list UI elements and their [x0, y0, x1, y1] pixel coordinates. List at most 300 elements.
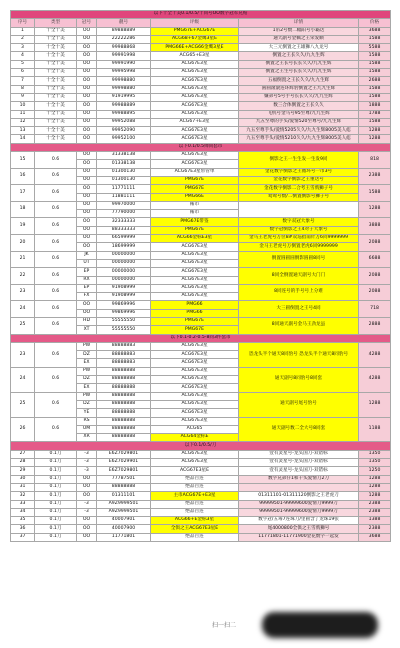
- table-cell: 99869996: [97, 301, 151, 309]
- table-cell: 九五至尊手头/爱情5205久久/九九生辉8005美人痣: [239, 127, 359, 135]
- footer-text: 扫一扫二: [212, 622, 237, 629]
- column-header: 价格: [359, 19, 391, 27]
- table-cell: 十全十美: [35, 60, 77, 68]
- table-cell: 19: [11, 218, 35, 235]
- table-cell: 十全十美: [35, 118, 77, 126]
- table-cell: PMG67E: [151, 326, 239, 334]
- table-cell: 十全十美: [35, 110, 77, 118]
- table-cell: 66599999: [97, 235, 151, 243]
- table-row: [11, 251, 391, 259]
- table-cell: 1吊2号数二幅阳号小霸达: [239, 27, 359, 35]
- table-row: [11, 218, 391, 226]
- table-row: [11, 69, 391, 77]
- table-cell: ACG67E3星: [151, 160, 239, 168]
- table-cell: 1: [11, 27, 35, 35]
- table-cell: 倒置之王长号长长久久/九九生辉: [239, 60, 359, 68]
- table-cell: 91919995: [97, 93, 151, 101]
- table-cell: ACG67E3星: [151, 459, 239, 467]
- table-cell: 1350: [359, 459, 391, 467]
- table-cell: ACG67E3星: [151, 251, 239, 259]
- table-cell: -3: [77, 459, 97, 467]
- table-cell: PW: [77, 392, 97, 400]
- table-row: [11, 459, 391, 467]
- table-cell: 1288: [359, 475, 391, 483]
- table-cell: 0.6: [35, 235, 77, 252]
- table-cell: 01311101-01311120倒影之王老虎刀: [239, 492, 359, 500]
- table-cell: OO: [77, 193, 97, 201]
- table-cell: ACG66+E金标3星: [151, 517, 239, 525]
- table-cell: 十全十美: [35, 85, 77, 93]
- table-cell: 0.6: [35, 201, 77, 218]
- section-row: [11, 334, 391, 342]
- table-cell: 99952090: [97, 127, 151, 135]
- table-cell: ACG67E3星: [151, 77, 239, 85]
- table-cell: 1288: [359, 392, 391, 417]
- table-cell: 3888: [359, 218, 391, 235]
- table-cell: 33: [11, 500, 35, 508]
- table-cell: OO: [77, 102, 97, 110]
- table-cell: 24: [11, 301, 35, 318]
- table-cell: 数字双冠大象号: [239, 218, 359, 226]
- table-cell: 35: [11, 517, 35, 525]
- table-cell: ACG67+E3星: [151, 118, 239, 126]
- table-cell: 20: [11, 235, 35, 252]
- table-cell: OO: [77, 533, 97, 541]
- section-row: [11, 442, 391, 450]
- table-cell: OO: [77, 243, 97, 251]
- table-cell: 0.1刀: [35, 508, 77, 516]
- table-cell: ACG67E3星: [151, 376, 239, 384]
- table-row: [11, 317, 391, 325]
- table-cell: 金花数字倒影二合考王雪鸦狮子号: [239, 185, 359, 193]
- table-cell: 22222286: [97, 35, 151, 43]
- table-cell: 绝品百连: [151, 533, 239, 541]
- table-cell: -3: [77, 450, 97, 458]
- table-row: [11, 342, 391, 350]
- table-cell: OO: [77, 77, 97, 85]
- table-cell: ACG67E3星: [151, 102, 239, 110]
- table-cell: 2688: [359, 77, 391, 85]
- table-cell: ACG67E3星: [151, 93, 239, 101]
- table-cell: ACG65+E3星: [151, 52, 239, 60]
- table-cell: 26: [11, 417, 35, 442]
- table-cell: 0.6: [35, 185, 77, 202]
- table-cell: 17: [11, 185, 35, 202]
- table-cell: PMG66: [151, 309, 239, 317]
- table-cell: 通天副号金佩之王荣发顺: [239, 35, 359, 43]
- table-cell: 2388: [359, 508, 391, 516]
- table-cell: 1288: [359, 492, 391, 500]
- table-cell: 1288: [359, 483, 391, 491]
- table-cell: RX: [77, 276, 97, 284]
- table-row: [11, 52, 391, 60]
- table-cell: 0.1刀: [35, 525, 77, 533]
- table-cell: OO: [77, 110, 97, 118]
- table-cell: 99970000: [97, 201, 151, 209]
- table-cell: 88888888: [97, 376, 151, 384]
- table-cell: 绝品百连: [151, 500, 239, 508]
- table-cell: 2388: [359, 525, 391, 533]
- header-row: [11, 19, 391, 27]
- table-row: [11, 118, 391, 126]
- table-cell: 0.1刀: [35, 500, 77, 508]
- table-row: [11, 110, 391, 118]
- table-cell: OO: [77, 475, 97, 483]
- table-cell: 0.1刀: [35, 483, 77, 491]
- column-header: 详情: [239, 19, 359, 27]
- table-cell: 0.1刀: [35, 450, 77, 458]
- table-cell: ACG67E3星: [151, 127, 239, 135]
- table-cell: 0.6: [35, 417, 77, 442]
- table-row: [11, 517, 391, 525]
- table-cell: ACG67E3星E: [151, 467, 239, 475]
- table-cell: ACG67E3星: [151, 351, 239, 359]
- table-cell: 11881111: [97, 193, 151, 201]
- table-cell: HD: [77, 317, 97, 325]
- table-cell: 金马王老虎号万倒置老虎6同9999999: [239, 243, 359, 251]
- table-cell: OO: [77, 35, 97, 43]
- table-cell: 18: [11, 201, 35, 218]
- table-cell: 99991990: [97, 60, 151, 68]
- table-cell: ACG67E3星: [151, 293, 239, 301]
- table-cell: 1288: [359, 127, 391, 135]
- table-cell: 1588: [359, 185, 391, 202]
- table-cell: 稀币: [151, 201, 239, 209]
- table-row: [11, 525, 391, 533]
- table-cell: DZ: [77, 400, 97, 408]
- table-cell: 0.6: [35, 317, 77, 334]
- table-cell: 0.1刀: [35, 533, 77, 541]
- table-cell: 32333333: [97, 218, 151, 226]
- table-cell: 88888883: [97, 351, 151, 359]
- table-cell: 55555550: [97, 317, 151, 325]
- table-cell: 8同通天副号金马王劲龙虽: [239, 317, 359, 334]
- table-cell: OO: [77, 517, 97, 525]
- table-cell: 11771801-11771900金花数字一起发: [239, 533, 359, 541]
- table-cell: PMG67E: [151, 185, 239, 193]
- table-cell: DZ: [77, 376, 97, 384]
- table-cell: 尾4000800全俱之王雪鸦狮号: [239, 525, 359, 533]
- table-cell: 31: [11, 483, 35, 491]
- column-header: 靓号: [97, 19, 151, 27]
- table-cell: 1350: [359, 450, 391, 458]
- table-cell: 3: [11, 44, 35, 52]
- table-cell: 00000000: [97, 259, 151, 267]
- table-cell: 34: [11, 508, 35, 516]
- table-cell: 99988889: [97, 102, 151, 110]
- table-cell: 25: [11, 392, 35, 417]
- table-cell: OO: [77, 135, 97, 143]
- table-cell: ACG67E3星: [151, 268, 239, 276]
- table-cell: 1388: [359, 517, 391, 525]
- table-cell: OO: [77, 218, 97, 226]
- table-row: [11, 235, 391, 243]
- table-cell: 以下0.1/0.5/刀: [11, 442, 391, 450]
- table-cell: 8: [11, 85, 35, 93]
- table-cell: 4288: [359, 367, 391, 392]
- table-row: [11, 135, 391, 143]
- table-cell: 91908999: [97, 284, 151, 292]
- table-cell: 数字冠/五毒7连珠刀/里圆含了龙珠19张: [239, 517, 359, 525]
- table-cell: PMG67E带签: [151, 218, 239, 226]
- table-cell: 2088: [359, 235, 391, 252]
- table-cell: 鸳鸯号数/二倒置倒影号狮子号: [239, 193, 359, 201]
- table-cell: ACG67E3星: [151, 259, 239, 267]
- table-cell: PW: [77, 367, 97, 375]
- table-cell: 2: [11, 35, 35, 43]
- table-cell: 01338138: [97, 160, 151, 168]
- table-cell: 绝品百连: [151, 508, 239, 516]
- table-cell: 主币ACG67E+E3星: [151, 492, 239, 500]
- table-row: [11, 392, 391, 400]
- table-cell: 0.6: [35, 342, 77, 367]
- table-cell: ACG67E3星: [151, 69, 239, 77]
- table-cell: 88888888: [97, 483, 151, 491]
- table-cell: 0.6: [35, 152, 77, 169]
- table-cell: 全俱之王ACG67E3星E: [151, 525, 239, 533]
- table-cell: 1588: [359, 35, 391, 43]
- table-cell: YE: [77, 409, 97, 417]
- table-cell: EP: [77, 268, 97, 276]
- table-cell: 8同连号的手号号上分难: [239, 284, 359, 301]
- table-cell: 88888888: [97, 434, 151, 442]
- table-cell: 3688: [359, 27, 391, 35]
- table-cell: 24: [11, 367, 35, 392]
- table-cell: 36: [11, 525, 35, 533]
- table-cell: OO: [77, 160, 97, 168]
- table-cell: 14: [11, 135, 35, 143]
- table-cell: 金马王老虎号万位8#双巡指南针万6同9999999: [239, 235, 359, 243]
- table-cell: 大三元倒置之王雄狮八九龙号: [239, 44, 359, 52]
- table-row: [11, 301, 391, 309]
- table-cell: OO: [77, 127, 97, 135]
- table-cell: 0.1刀: [35, 459, 77, 467]
- column-header: 冠号: [77, 19, 97, 27]
- table-cell: 金花数字倒影之王循环号一币3号: [239, 168, 359, 176]
- table-cell: 0.1刀: [35, 475, 77, 483]
- table-cell: 99999501-99999600爱情刀9999刀: [239, 508, 359, 516]
- table-cell: 88888888: [97, 367, 151, 375]
- table-row: [11, 508, 391, 516]
- table-cell: 99952100: [97, 135, 151, 143]
- table-row: [11, 85, 391, 93]
- table-cell: 21: [11, 251, 35, 268]
- table-cell: 23: [11, 284, 35, 301]
- table-cell: 十全十美: [35, 77, 77, 85]
- table-cell: 十全十美: [35, 93, 77, 101]
- table-cell: 99869996: [97, 309, 151, 317]
- table-cell: PMG67E: [151, 317, 239, 325]
- table-cell: 2088: [359, 268, 391, 285]
- table-cell: OO: [77, 85, 97, 93]
- table-cell: 数字冠倒影之王4对子大象号: [239, 226, 359, 234]
- table-cell: 1788: [359, 110, 391, 118]
- table-cell: 恐龙头半个通天8同豹号 恐龙头半个通天8同豹号: [239, 342, 359, 367]
- table-cell: 37: [11, 533, 35, 541]
- table-cell: A9Z9999501: [97, 508, 151, 516]
- table-cell: 十全十美: [35, 135, 77, 143]
- table-cell: 99988895: [97, 110, 151, 118]
- table-cell: 金花数字倒影之王重达号: [239, 176, 359, 184]
- table-cell: 2088: [359, 284, 391, 301]
- table-cell: 15: [11, 152, 35, 169]
- table-cell: OO: [77, 69, 97, 77]
- table-row: [11, 35, 391, 43]
- table-cell: OO: [77, 226, 97, 234]
- table-cell: -3: [77, 467, 97, 475]
- table-cell: 倒影之王一生生发一生发9同: [239, 152, 359, 169]
- table-row: [11, 492, 391, 500]
- table-cell: ACG67E3星: [151, 284, 239, 292]
- table-row: [11, 284, 391, 292]
- table-row: [11, 268, 391, 276]
- table-row: [11, 533, 391, 541]
- table-cell: ACG67E3星: [151, 85, 239, 93]
- table-cell: 十全十美: [35, 52, 77, 60]
- column-header: 类型: [35, 19, 77, 27]
- table-cell: PMG67E: [151, 226, 239, 234]
- table-cell: 27: [11, 450, 35, 458]
- table-cell: 77787501: [97, 475, 151, 483]
- table-cell: 1588: [359, 93, 391, 101]
- table-cell: ACG67E3星: [151, 243, 239, 251]
- table-cell: ACG68+67金鹰3星E: [151, 35, 239, 43]
- table-cell: 32: [11, 492, 35, 500]
- table-cell: OO: [77, 176, 97, 184]
- table-cell: 3688: [359, 533, 391, 541]
- table-cell: 29: [11, 467, 35, 475]
- table-cell: 九五至尊的手头/爱情520至尊号/九九生辉: [239, 118, 359, 126]
- table-cell: 718: [359, 301, 391, 318]
- table-cell: 1250: [359, 467, 391, 475]
- table-cell: OO: [77, 492, 97, 500]
- table-cell: 0.1刀: [35, 517, 77, 525]
- table-cell: 25: [11, 317, 35, 334]
- section-row: [11, 143, 391, 151]
- table-cell: ACG67E3星: [151, 400, 239, 408]
- table-cell: JK: [77, 251, 97, 259]
- table-cell: OO: [77, 525, 97, 533]
- table-cell: 818: [359, 152, 391, 169]
- table-cell: ACG67E3星: [151, 342, 239, 350]
- table-cell: 11771111: [97, 185, 151, 193]
- table-cell: E6Z7029901: [97, 459, 151, 467]
- table-cell: 6688: [359, 251, 391, 268]
- table-cell: 数三合体倒置之王长久久: [239, 102, 359, 110]
- table-cell: ACG67E3星: [151, 417, 239, 425]
- table-row: [11, 27, 391, 35]
- table-row: [11, 168, 391, 176]
- table-cell: 1588: [359, 52, 391, 60]
- table-cell: 0.6: [35, 218, 77, 235]
- table-cell: 4288: [359, 342, 391, 367]
- table-row: [11, 201, 391, 209]
- blurred-watermark: [262, 612, 378, 638]
- table-cell: UT: [77, 259, 97, 267]
- table-cell: ACG67E3星: [151, 152, 239, 160]
- table-cell: 11: [11, 110, 35, 118]
- table-cell: PW: [77, 342, 97, 350]
- table-cell: 2388: [359, 500, 391, 508]
- table-cell: 00000000: [97, 276, 151, 284]
- table-row: [11, 367, 391, 375]
- table-cell: 88888888: [97, 400, 151, 408]
- table-row: [11, 467, 391, 475]
- table-cell: 30: [11, 475, 35, 483]
- table-cell: 5: [11, 60, 35, 68]
- table-cell: ACG67E3星: [151, 450, 239, 458]
- table-cell: 0.6: [35, 251, 77, 268]
- table-cell: ACG67E3星带管单: [151, 168, 239, 176]
- table-cell: 稀币: [151, 210, 239, 218]
- sheet-title: 以下十全十美0.1/0.5/十同号OO数字冠军兄贴: [11, 11, 391, 19]
- table-cell: 飞机号金马号95至尊/九九生辉: [239, 110, 359, 118]
- table-cell: 1288: [359, 201, 391, 218]
- table-row: [11, 185, 391, 193]
- table-cell: 1288: [359, 135, 391, 143]
- table-cell: ACG66金标E3星: [151, 235, 239, 243]
- table-cell: ACG67E3星: [151, 392, 239, 400]
- table-cell: 通天副号8同豹号8同套: [239, 367, 359, 392]
- table-cell: EX: [77, 384, 97, 392]
- table-cell: 圆圆滚滚连环辉豹倒置之王九九生辉: [239, 85, 359, 93]
- table-cell: 0.6: [35, 168, 77, 185]
- table-row: [11, 483, 391, 491]
- table-row: [11, 152, 391, 160]
- table-cell: 1588: [359, 118, 391, 126]
- table-row: [11, 77, 391, 85]
- table-cell: ACG67E3星: [151, 384, 239, 392]
- table-row: [11, 417, 391, 425]
- price-list-table: [10, 10, 391, 542]
- table-cell: 十全十美: [35, 27, 77, 35]
- table-cell: PMG66: [151, 301, 239, 309]
- table-cell: 0.6: [35, 301, 77, 318]
- table-cell: 00000000: [97, 268, 151, 276]
- table-row: [11, 93, 391, 101]
- table-cell: OO: [77, 185, 97, 193]
- table-cell: OO: [77, 52, 97, 60]
- table-cell: 十全十美: [35, 69, 77, 77]
- table-cell: -3: [77, 500, 97, 508]
- table-row: [11, 60, 391, 68]
- table-cell: 88333333: [97, 226, 151, 234]
- table-cell: 31338138: [97, 152, 151, 160]
- table-cell: 通天副号数二全大号8同套: [239, 417, 359, 442]
- table-cell: ACG67E3星: [151, 135, 239, 143]
- table-cell: 1188: [359, 417, 391, 442]
- table-cell: EX: [77, 359, 97, 367]
- table-cell: PMG66E: [151, 193, 239, 201]
- table-row: [11, 127, 391, 135]
- table-cell: 16: [11, 168, 35, 185]
- table-cell: 88888888: [97, 384, 151, 392]
- table-cell: ACG67E3星: [151, 409, 239, 417]
- table-cell: ACG67E3星: [151, 359, 239, 367]
- table-cell: 0.6: [35, 284, 77, 301]
- table-cell: 0.1刀: [35, 492, 77, 500]
- table-cell: 壹有灵星号-龙头国刀-双错标: [239, 459, 359, 467]
- table-cell: OO: [77, 168, 97, 176]
- table-cell: 01300130: [97, 168, 151, 176]
- table-cell: 23: [11, 342, 35, 367]
- table-cell: 01311101: [97, 492, 151, 500]
- table-cell: EP: [77, 284, 97, 292]
- table-cell: 0.6: [35, 367, 77, 392]
- table-cell: XT: [77, 326, 97, 334]
- table-cell: 6: [11, 69, 35, 77]
- table-cell: 1588: [359, 60, 391, 68]
